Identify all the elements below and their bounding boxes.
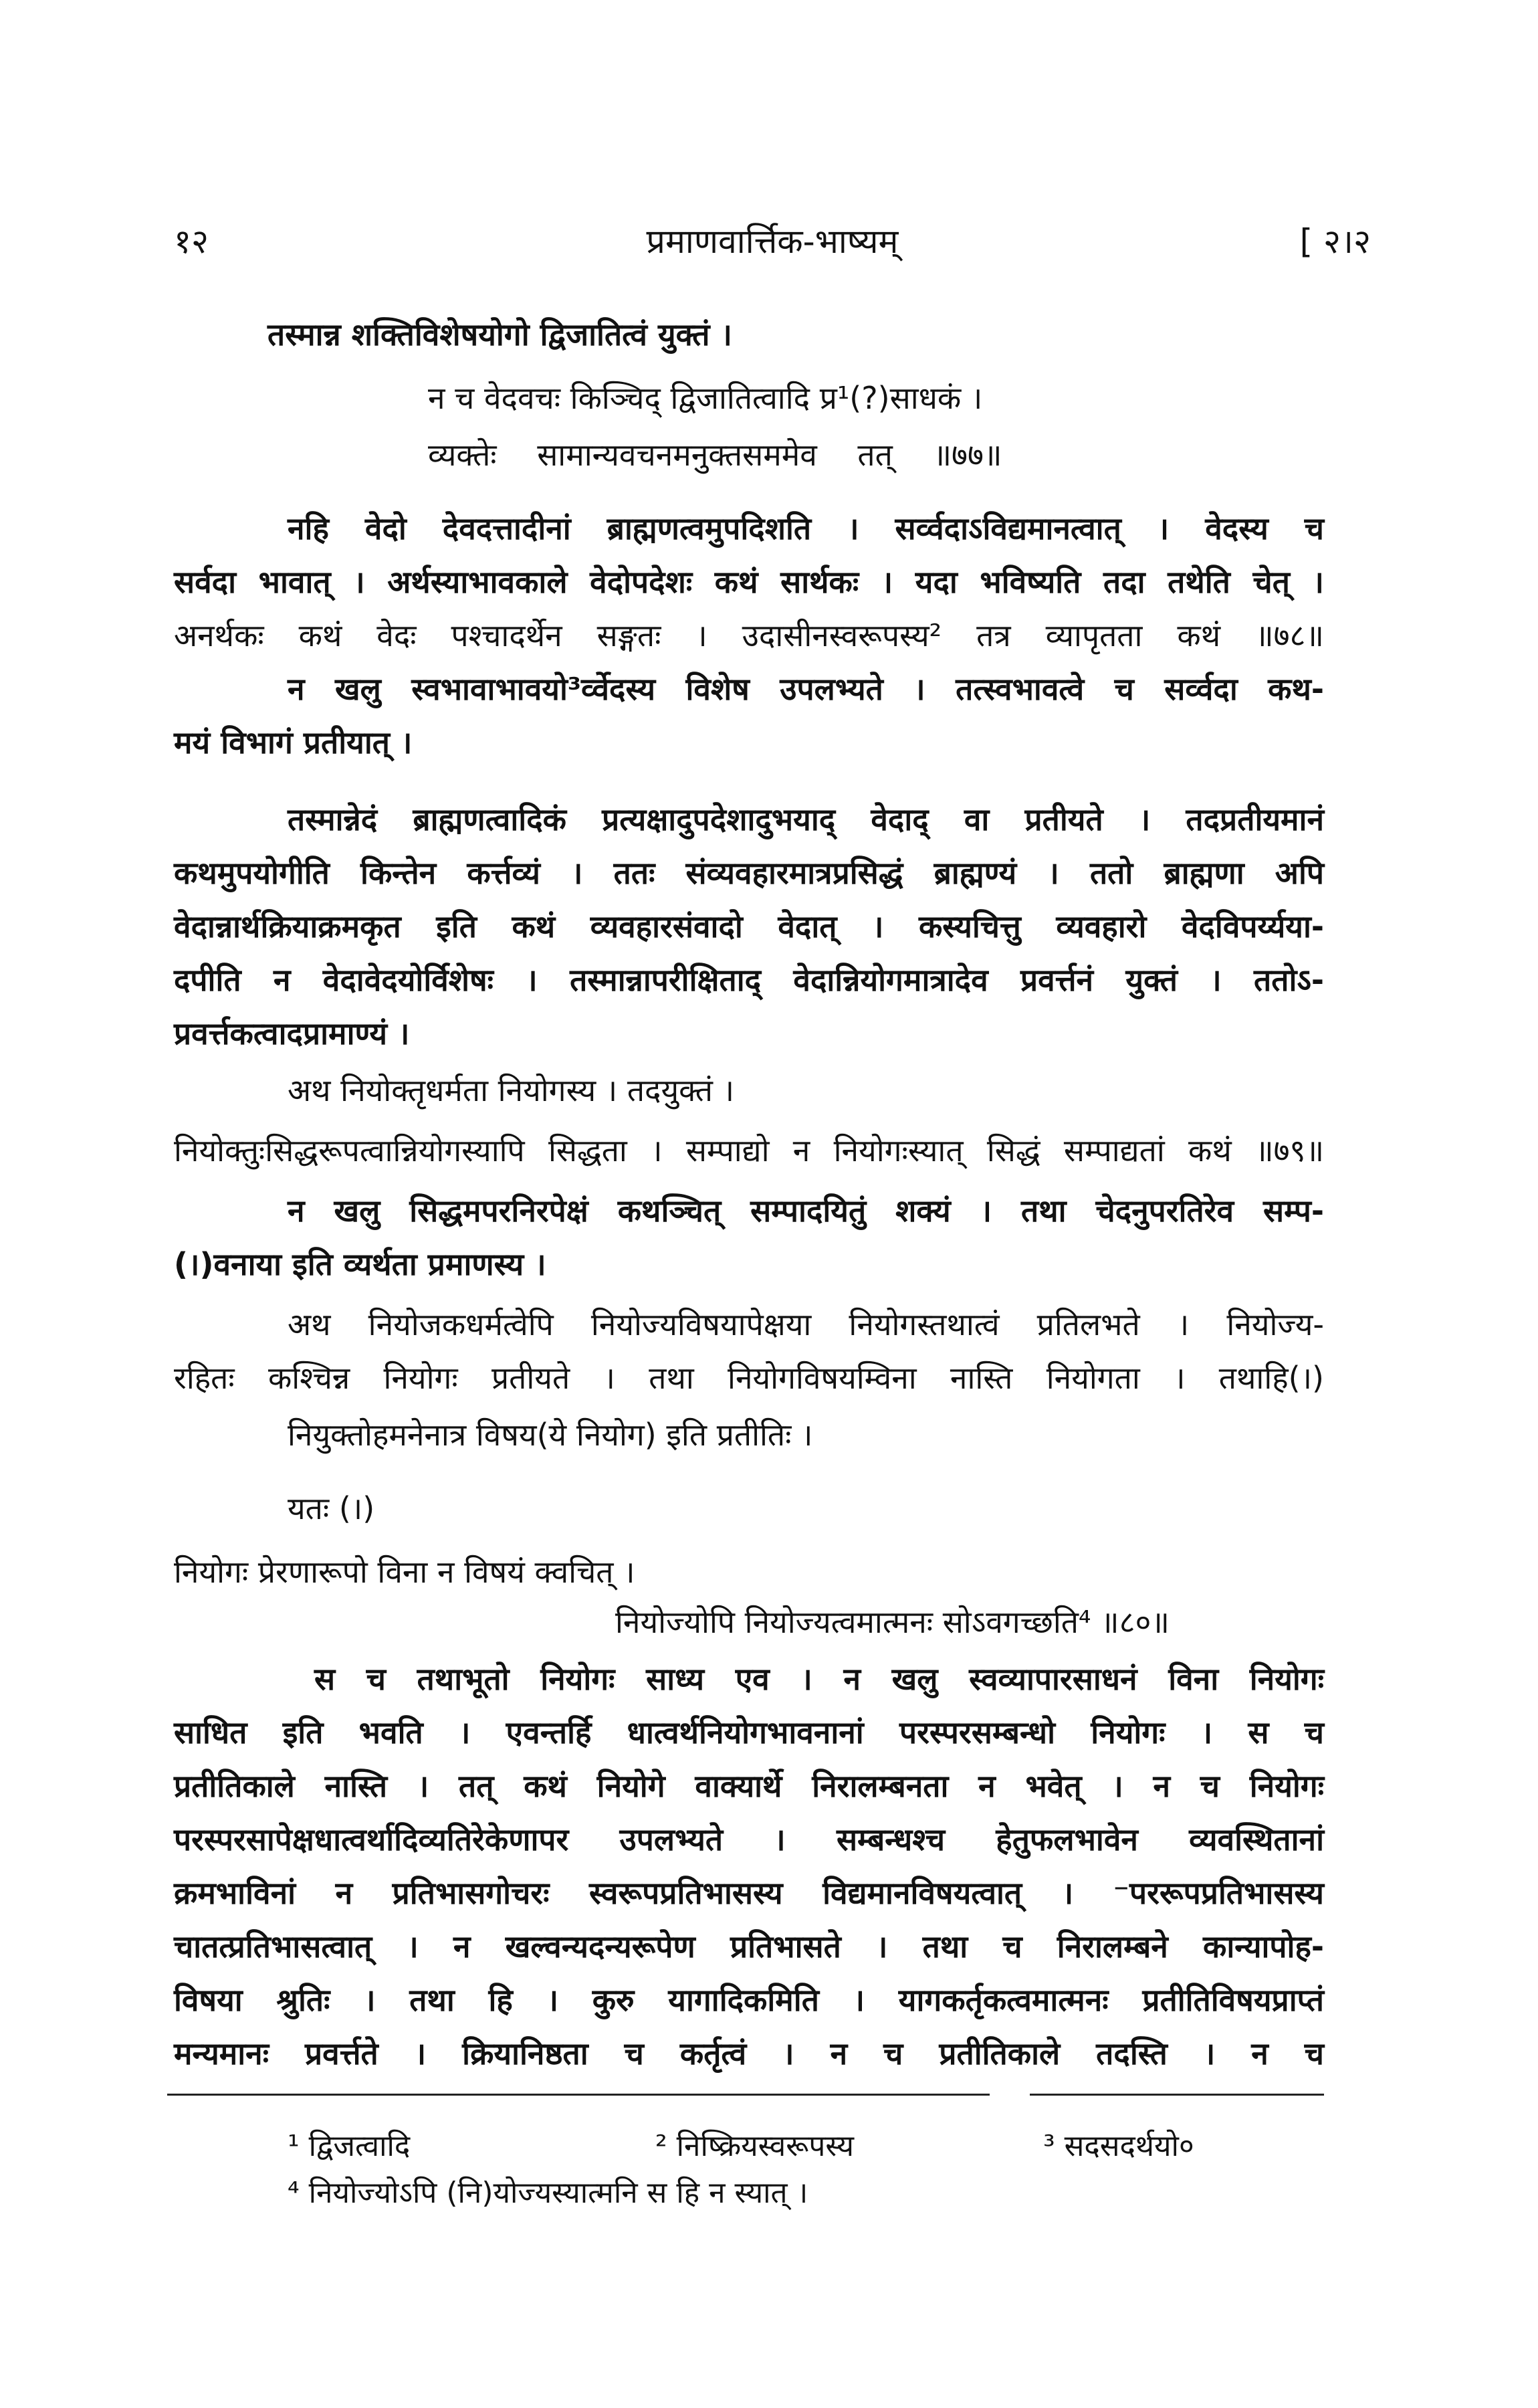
footnote-4: ⁴ नियोज्योऽपि (नि)योज्यस्यात्मनि स हि न स्यात् । <box>288 2176 808 2210</box>
text-line: यतः (।) <box>288 1490 375 1526</box>
section-reference: [ २।२ <box>1299 222 1371 261</box>
text-line: प्रतीतिकाले नास्ति । तत् कथं नियोगे वाक्यार्थे निरालम्बनता न भवेत् । न च नियोगः <box>174 1768 1324 1804</box>
text-line: चातत्प्रतिभासत्वात् । न खल्वन्यदन्यरूपेण प्रतिभासते । तथा च निरालम्बने कान्यापोह- <box>174 1928 1324 1965</box>
text-line: न खलु स्वभावाभावयो³र्व्वेदस्य विशेष उपलभ्यते । तत्स्वभावत्वे च सर्व्वदा कथ- <box>288 671 1324 707</box>
footnote-rule <box>1030 2094 1324 2096</box>
text-line: अथ नियोजकधर्मत्वेपि नियोज्यविषयापेक्षया नियोगस्तथात्वं प्रतिलभते । नियोज्य- <box>288 1306 1324 1342</box>
text-line: मन्यमानः प्रवर्त्तते । क्रियानिष्ठता च कर्तृत्वं । न च प्रतीतिकाले तदस्ति । न च <box>174 2035 1324 2072</box>
footnote-1: ¹ द्विजत्वादि <box>288 2129 411 2163</box>
text-line: रहितः कश्चिन्न नियोगः प्रतीयते । तथा नियोगविषयम्विना नास्ति नियोगता । तथाहि(।) <box>174 1360 1324 1396</box>
text-line: नियुक्तोहमनेनात्र विषय(ये नियोग) इति प्रतीतिः । <box>288 1417 813 1453</box>
text-line: परस्परसापेक्षधात्वर्थादिव्यतिरेकेणापर उपलभ्यते । सम्बन्धश्च हेतुफलभावेन व्यवस्थितानां <box>174 1821 1324 1858</box>
footnote-2: ² निष्क्रियस्वरूपस्य <box>655 2129 855 2163</box>
text-line: मयं विभागं प्रतीयात् । <box>174 724 413 761</box>
text-line: तस्मान्न शक्तिविशेषयोगो द्विजातित्वं युक्तं । <box>267 316 732 353</box>
verse-line: नियोगः प्रेरणारूपो विना न विषयं क्वचित् । <box>174 1554 635 1590</box>
text-line: अथ नियोक्तृधर्मता नियोगस्य । तदयुक्तं । <box>288 1072 735 1108</box>
text-line: प्रवर्त्तकत्वादप्रामाण्यं । <box>174 1015 410 1051</box>
verse-line: अनर्थकः कथं वेदः पश्चादर्थेन सङ्गतः । उदासीनस्वरूपस्य² तत्र व्यापृतता कथं ॥७८॥ <box>174 617 1324 654</box>
text-line: क्रमभाविनां न प्रतिभासगोचरः स्वरूपप्रतिभासस्य विद्यमानविषयत्वात् । ⁻पररूपप्रतिभासस्य <box>174 1875 1324 1911</box>
text-line: तस्मान्नेदं ब्राह्मणत्वादिकं प्रत्यक्षादुपदेशादुभयाद् वेदाद् वा प्रतीयते । तदप्रतीयमानं <box>288 801 1324 837</box>
verse-line: नियोज्योपि नियोज्यत्वमात्मनः सोऽवगच्छति⁴ ॥८०॥ <box>615 1604 1170 1640</box>
text-line: वेदान्नार्थक्रियाक्रमकृत इति कथं व्यवहारसंवादो वेदात् । कस्यचित्तु व्यवहारो वेदविपर्य्यया- <box>174 908 1324 944</box>
footnote-3: ³ सदसदर्थयो० <box>1043 2129 1194 2163</box>
text-line: कथमुपयोगीति किन्तेन कर्त्तव्यं । ततः संव्यवहारमात्रप्रसिद्धं ब्राह्मण्यं । ततो ब्राह्मणा अपि <box>174 855 1324 891</box>
running-header <box>174 217 1371 271</box>
text-line: (।)वनाया इति व्यर्थता प्रमाणस्य । <box>174 1246 546 1282</box>
text-line: विषया श्रुतिः । तथा हि । कुरु यागादिकमिति । यागकर्तृकत्वमात्मनः प्रतीतिविषयप्राप्तं <box>174 1982 1324 2018</box>
footnote-rule <box>167 2094 990 2096</box>
verse-line: नियोक्तुःसिद्धरूपत्वान्नियोगस्यापि सिद्धता । सम्पाद्यो न नियोगःस्यात् सिद्धं सम्पाद्यतां कथं ॥७९॥ <box>174 1132 1324 1169</box>
text-line: साधित इति भवति । एवन्तर्हि धात्वर्थनियोगभावनानां परस्परसम्बन्धो नियोगः । स च <box>174 1714 1324 1750</box>
verse-line: न च वेदवचः किञ्चिद् द्विजातित्वादि प्र¹(?)साधकं । <box>428 380 983 416</box>
running-title: प्रमाणवार्त्तिक-भाष्यम् <box>646 222 899 261</box>
text-line: दपीति न वेदावेदयोर्विशेषः । तस्मान्नापरीक्षिताद् वेदान्नियोगमात्रादेव प्रवर्त्तनं युक्तं । ततोऽ- <box>174 962 1324 998</box>
text-line: स च तथाभूतो नियोगः साध्य एव । न खलु स्वव्यापारसाधनं विना नियोगः <box>314 1661 1324 1697</box>
page-number: १२ <box>174 222 209 261</box>
text-line: नहि वेदो देवदत्तादीनां ब्राह्मणत्वमुपदिशति । सर्व्वदाऽविद्यमानत्वात् । वेदस्य च <box>288 510 1324 546</box>
verse-line: व्यक्तेः सामान्यवचनमनुक्तसममेव तत् ॥७७॥ <box>428 437 1002 473</box>
text-line: सर्वदा भावात् । अर्थस्याभावकाले वेदोपदेशः कथं सार्थकः । यदा भविष्यति तदा तथेति चेत् । <box>174 564 1324 600</box>
text-line: न खलु सिद्धमपरनिरपेक्षं कथञ्चित् सम्पादयितुं शक्यं । तथा चेदनुपरतिरेव सम्प- <box>288 1193 1324 1229</box>
